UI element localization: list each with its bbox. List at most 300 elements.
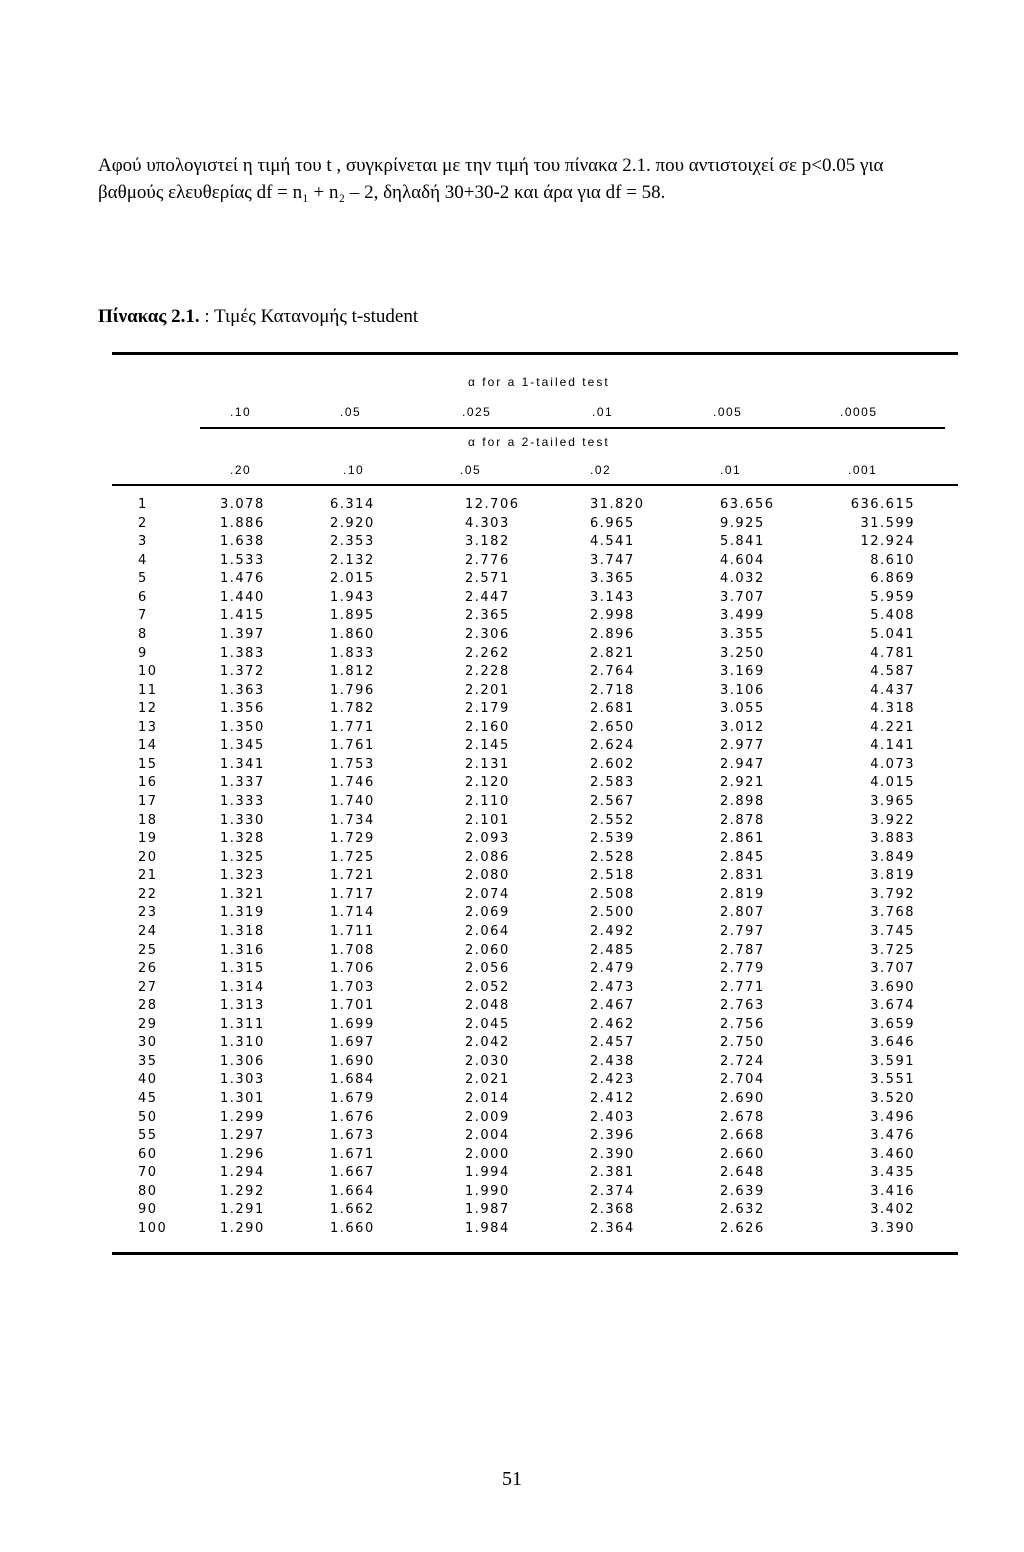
value-cell: 31.599 <box>860 515 915 531</box>
df-cell: 17 <box>138 794 158 809</box>
value-cell: 1.746 <box>330 775 375 791</box>
value-cell: 3.659 <box>870 1016 915 1032</box>
value-cell: 3.182 <box>465 534 510 550</box>
table-row <box>100 627 960 646</box>
table-row <box>100 813 960 832</box>
level-cell: .0005 <box>840 405 878 419</box>
value-cell: 2.056 <box>465 961 510 977</box>
value-cell: 2.776 <box>465 552 510 568</box>
value-cell: 3.499 <box>720 608 765 624</box>
value-cell: 12.924 <box>860 534 915 550</box>
level-cell: .01 <box>592 405 614 419</box>
value-cell: 2.977 <box>720 738 765 754</box>
table-row <box>100 757 960 776</box>
value-cell: 3.646 <box>870 1035 915 1051</box>
df-cell: 29 <box>138 1016 158 1032</box>
df-cell: 70 <box>138 1165 158 1181</box>
value-cell: 1.321 <box>220 886 265 902</box>
value-cell: 4.032 <box>720 571 765 587</box>
value-cell: 12.706 <box>465 497 520 512</box>
table-row <box>100 1202 960 1221</box>
df-cell: 4 <box>138 552 148 568</box>
df-cell: 3 <box>138 534 148 550</box>
value-cell: 2.681 <box>590 701 635 717</box>
level-cell: .01 <box>720 463 742 477</box>
value-cell: 2.160 <box>465 719 510 735</box>
df-cell: 27 <box>138 979 158 995</box>
value-cell: 2.228 <box>465 664 510 680</box>
value-cell: 3.169 <box>720 664 765 680</box>
table-row <box>100 1072 960 1091</box>
value-cell: 1.684 <box>330 1072 375 1088</box>
value-cell: 1.699 <box>330 1016 375 1032</box>
df-cell: 35 <box>138 1053 158 1069</box>
table-row <box>100 571 960 590</box>
value-cell: 1.306 <box>220 1053 265 1069</box>
value-cell: 2.626 <box>720 1220 765 1236</box>
value-cell: 2.473 <box>590 979 635 995</box>
value-cell: 3.849 <box>870 849 915 865</box>
value-cell: 6.965 <box>590 515 635 531</box>
value-cell: 1.415 <box>220 608 265 624</box>
value-cell: 3.460 <box>870 1146 915 1162</box>
value-cell: 1.383 <box>220 645 265 661</box>
value-cell: 2.131 <box>465 756 510 772</box>
value-cell: 2.462 <box>590 1016 635 1032</box>
table-row <box>100 683 960 702</box>
two-tailed-header: α for a 2-tailed test <box>468 435 610 449</box>
value-cell: 3.690 <box>870 979 915 995</box>
df-cell: 19 <box>138 831 158 847</box>
value-cell: 2.021 <box>465 1072 510 1088</box>
value-cell: 1.303 <box>220 1072 265 1088</box>
mid-rule <box>200 427 945 429</box>
value-cell: 2.479 <box>590 961 635 977</box>
value-cell: 2.485 <box>590 942 635 958</box>
value-cell: 2.518 <box>590 868 635 884</box>
value-cell: 2.756 <box>720 1016 765 1032</box>
value-cell: 2.093 <box>465 831 510 847</box>
value-cell: 2.048 <box>465 998 510 1014</box>
value-cell: 2.374 <box>590 1183 635 1199</box>
value-cell: 1.895 <box>330 608 375 624</box>
value-cell: 2.648 <box>720 1165 765 1181</box>
value-cell: 2.447 <box>465 589 510 605</box>
value-cell: 2.467 <box>590 998 635 1014</box>
table-row <box>100 998 960 1017</box>
value-cell: 1.711 <box>330 923 375 939</box>
level-cell: .20 <box>230 463 252 477</box>
value-cell: 2.718 <box>590 682 635 698</box>
df-cell: 7 <box>138 608 148 624</box>
value-cell: 1.860 <box>330 626 375 642</box>
value-cell: 3.768 <box>870 905 915 921</box>
value-cell: 1.333 <box>220 794 265 809</box>
value-cell: 3.355 <box>720 626 765 642</box>
level-cell: .001 <box>848 463 878 477</box>
value-cell: 2.086 <box>465 849 510 865</box>
bottom-rule <box>112 1252 958 1255</box>
value-cell: 2.861 <box>720 831 765 847</box>
table-row <box>100 775 960 794</box>
value-cell: 4.015 <box>870 775 915 791</box>
value-cell: 4.141 <box>870 738 915 754</box>
df-cell: 28 <box>138 998 158 1014</box>
value-cell: 1.363 <box>220 682 265 698</box>
value-cell: 6.869 <box>870 571 915 587</box>
value-cell: 2.080 <box>465 868 510 884</box>
table-row <box>100 534 960 553</box>
level-cell: .005 <box>713 405 743 419</box>
value-cell: 1.301 <box>220 1091 265 1106</box>
df-cell: 100 <box>138 1220 168 1236</box>
table-row <box>100 1184 960 1203</box>
value-cell: 2.390 <box>590 1146 635 1162</box>
table-row <box>100 1017 960 1036</box>
value-cell: 3.965 <box>870 794 915 809</box>
value-cell: 1.701 <box>330 998 375 1014</box>
value-cell: 2.896 <box>590 626 635 642</box>
value-cell: 3.055 <box>720 701 765 717</box>
table-row <box>100 905 960 924</box>
df-cell: 10 <box>138 664 158 680</box>
value-cell: 1.725 <box>330 849 375 865</box>
value-cell: 3.707 <box>870 961 915 977</box>
value-cell: 1.314 <box>220 979 265 995</box>
value-cell: 2.145 <box>465 738 510 754</box>
table-row <box>100 868 960 887</box>
value-cell: 2.500 <box>590 905 635 921</box>
df-cell: 1 <box>138 497 148 512</box>
value-cell: 2.539 <box>590 831 635 847</box>
df-cell: 13 <box>138 719 158 735</box>
df-cell: 9 <box>138 645 148 661</box>
value-cell: 2.779 <box>720 961 765 977</box>
value-cell: 3.674 <box>870 998 915 1014</box>
value-cell: 3.496 <box>870 1109 915 1125</box>
table-row <box>100 831 960 850</box>
value-cell: 3.922 <box>870 812 915 828</box>
value-cell: 2.668 <box>720 1128 765 1144</box>
value-cell: 3.106 <box>720 682 765 698</box>
table-row <box>100 590 960 609</box>
value-cell: 1.315 <box>220 961 265 977</box>
one-tailed-header: α for a 1-tailed test <box>468 375 610 389</box>
value-cell: 2.602 <box>590 756 635 772</box>
value-cell: 1.397 <box>220 626 265 642</box>
value-cell: 8.610 <box>870 552 915 568</box>
df-cell: 6 <box>138 589 148 605</box>
table-row <box>100 1128 960 1147</box>
value-cell: 2.583 <box>590 775 635 791</box>
df-cell: 8 <box>138 626 148 642</box>
value-cell: 2.069 <box>465 905 510 921</box>
df-cell: 18 <box>138 812 158 828</box>
value-cell: 1.299 <box>220 1109 265 1125</box>
table-row <box>100 980 960 999</box>
table-row <box>100 1054 960 1073</box>
value-cell: 2.120 <box>465 775 510 791</box>
level-cell: .10 <box>230 405 252 419</box>
value-cell: 4.221 <box>870 719 915 735</box>
value-cell: 2.000 <box>465 1146 510 1162</box>
table-row <box>100 1165 960 1184</box>
table-row <box>100 887 960 906</box>
df-cell: 20 <box>138 849 158 865</box>
value-cell: 2.060 <box>465 942 510 958</box>
value-cell: 1.294 <box>220 1165 265 1181</box>
value-cell: 1.316 <box>220 942 265 958</box>
level-cell: .02 <box>590 463 612 477</box>
value-cell: 2.797 <box>720 923 765 939</box>
df-cell: 11 <box>138 682 158 698</box>
value-cell: 2.403 <box>590 1109 635 1125</box>
value-cell: 1.708 <box>330 942 375 958</box>
value-cell: 3.435 <box>870 1165 915 1181</box>
value-cell: 1.771 <box>330 719 375 735</box>
value-cell: 9.925 <box>720 515 765 531</box>
df-cell: 25 <box>138 942 158 958</box>
level-cell: .05 <box>340 405 362 419</box>
value-cell: 1.476 <box>220 571 265 587</box>
df-cell: 21 <box>138 868 158 884</box>
value-cell: 5.959 <box>870 589 915 605</box>
value-cell: 3.747 <box>590 552 635 568</box>
table-row <box>100 553 960 572</box>
value-cell: 1.350 <box>220 719 265 735</box>
value-cell: 2.771 <box>720 979 765 995</box>
df-cell: 5 <box>138 571 148 587</box>
df-cell: 80 <box>138 1183 158 1199</box>
value-cell: 1.356 <box>220 701 265 717</box>
value-cell: 2.552 <box>590 812 635 828</box>
value-cell: 2.704 <box>720 1072 765 1088</box>
value-cell: 2.014 <box>465 1091 510 1106</box>
value-cell: 1.734 <box>330 812 375 828</box>
df-cell: 90 <box>138 1202 158 1218</box>
value-cell: 3.012 <box>720 719 765 735</box>
value-cell: 5.041 <box>870 626 915 642</box>
value-cell: 3.078 <box>220 497 265 512</box>
value-cell: 2.807 <box>720 905 765 921</box>
page-number: 51 <box>502 1468 522 1490</box>
value-cell: 3.365 <box>590 571 635 587</box>
value-cell: 4.303 <box>465 515 510 531</box>
value-cell: 2.132 <box>330 552 375 568</box>
value-cell: 1.372 <box>220 664 265 680</box>
value-cell: 1.325 <box>220 849 265 865</box>
value-cell: 2.438 <box>590 1053 635 1069</box>
table-row <box>100 1035 960 1054</box>
df-cell: 45 <box>138 1091 158 1106</box>
value-cell: 1.310 <box>220 1035 265 1051</box>
value-cell: 4.541 <box>590 534 635 550</box>
df-cell: 24 <box>138 923 158 939</box>
table-row <box>100 608 960 627</box>
table-row <box>100 1091 960 1110</box>
value-cell: 2.412 <box>590 1091 635 1106</box>
value-cell: 4.437 <box>870 682 915 698</box>
value-cell: 1.984 <box>465 1220 510 1236</box>
value-cell: 1.345 <box>220 738 265 754</box>
df-cell: 26 <box>138 961 158 977</box>
value-cell: 1.987 <box>465 1202 510 1218</box>
value-cell: 2.306 <box>465 626 510 642</box>
top-rule <box>112 352 958 355</box>
value-cell: 1.319 <box>220 905 265 921</box>
value-cell: 2.998 <box>590 608 635 624</box>
value-cell: 1.337 <box>220 775 265 791</box>
table-row <box>100 1147 960 1166</box>
df-cell: 50 <box>138 1109 158 1125</box>
value-cell: 2.947 <box>720 756 765 772</box>
value-cell: 1.706 <box>330 961 375 977</box>
value-cell: 1.690 <box>330 1053 375 1069</box>
table-caption <box>98 306 418 328</box>
value-cell: 2.508 <box>590 886 635 902</box>
value-cell: 1.533 <box>220 552 265 568</box>
value-cell: 2.571 <box>465 571 510 587</box>
value-cell: 1.638 <box>220 534 265 550</box>
table-row <box>100 664 960 683</box>
value-cell: 2.690 <box>720 1091 765 1106</box>
value-cell: 2.821 <box>590 645 635 661</box>
table-row <box>100 943 960 962</box>
value-cell: 1.341 <box>220 756 265 772</box>
table-row <box>100 1221 960 1240</box>
value-cell: 1.671 <box>330 1146 375 1162</box>
df-cell: 60 <box>138 1146 158 1162</box>
df-cell: 15 <box>138 756 158 772</box>
value-cell: 1.714 <box>330 905 375 921</box>
value-cell: 3.551 <box>870 1072 915 1088</box>
value-cell: 1.761 <box>330 738 375 754</box>
value-cell: 6.314 <box>330 497 375 512</box>
value-cell: 5.408 <box>870 608 915 624</box>
table-row <box>100 497 960 516</box>
table-row <box>100 850 960 869</box>
caption-text: : Τιμές Κατανομής t-student <box>199 306 419 327</box>
value-cell: 3.883 <box>870 831 915 847</box>
value-cell: 1.796 <box>330 682 375 698</box>
df-cell: 30 <box>138 1035 158 1051</box>
value-cell: 2.763 <box>720 998 765 1014</box>
df-cell: 23 <box>138 905 158 921</box>
value-cell: 1.782 <box>330 701 375 717</box>
level-cell: .05 <box>460 463 482 477</box>
table-row <box>100 794 960 813</box>
value-cell: 1.660 <box>330 1220 375 1236</box>
value-cell: 1.291 <box>220 1202 265 1218</box>
value-cell: 2.920 <box>330 515 375 531</box>
table-row <box>100 961 960 980</box>
value-cell: 3.819 <box>870 868 915 884</box>
value-cell: 1.667 <box>330 1165 375 1181</box>
caption-label: Πίνακας 2.1. <box>98 306 200 327</box>
value-cell: 2.262 <box>465 645 510 661</box>
table-row <box>100 738 960 757</box>
one-tailed-levels <box>210 405 930 425</box>
value-cell: 1.729 <box>330 831 375 847</box>
value-cell: 2.009 <box>465 1109 510 1125</box>
value-cell: 2.381 <box>590 1165 635 1181</box>
value-cell: 2.724 <box>720 1053 765 1069</box>
value-cell: 2.365 <box>465 608 510 624</box>
table-body <box>100 497 960 1240</box>
value-cell: 1.994 <box>465 1165 510 1181</box>
value-cell: 1.313 <box>220 998 265 1014</box>
value-cell: 1.330 <box>220 812 265 828</box>
value-cell: 1.812 <box>330 664 375 680</box>
value-cell: 1.721 <box>330 868 375 884</box>
value-cell: 636.615 <box>850 497 915 512</box>
value-cell: 2.492 <box>590 923 635 939</box>
value-cell: 2.396 <box>590 1128 635 1144</box>
table-row <box>100 701 960 720</box>
table-row <box>100 516 960 535</box>
value-cell: 4.318 <box>870 701 915 717</box>
value-cell: 2.179 <box>465 701 510 717</box>
value-cell: 2.004 <box>465 1128 510 1144</box>
value-cell: 5.841 <box>720 534 765 550</box>
value-cell: 3.402 <box>870 1202 915 1218</box>
value-cell: 63.656 <box>720 497 775 512</box>
value-cell: 1.943 <box>330 589 375 605</box>
value-cell: 2.678 <box>720 1109 765 1125</box>
value-cell: 3.792 <box>870 886 915 902</box>
value-cell: 1.679 <box>330 1091 375 1106</box>
value-cell: 2.201 <box>465 682 510 698</box>
value-cell: 3.591 <box>870 1053 915 1069</box>
value-cell: 2.660 <box>720 1146 765 1162</box>
df-cell: 12 <box>138 701 158 717</box>
value-cell: 1.676 <box>330 1109 375 1125</box>
value-cell: 1.753 <box>330 756 375 772</box>
value-cell: 3.143 <box>590 589 635 605</box>
value-cell: 1.740 <box>330 794 375 809</box>
value-cell: 1.318 <box>220 923 265 939</box>
value-cell: 3.520 <box>870 1091 915 1106</box>
value-cell: 2.364 <box>590 1220 635 1236</box>
df-cell: 2 <box>138 515 148 531</box>
value-cell: 2.898 <box>720 794 765 809</box>
table-row <box>100 720 960 739</box>
value-cell: 1.292 <box>220 1183 265 1199</box>
value-cell: 3.745 <box>870 923 915 939</box>
value-cell: 2.101 <box>465 812 510 828</box>
table-row <box>100 924 960 943</box>
value-cell: 1.323 <box>220 868 265 884</box>
value-cell: 2.368 <box>590 1202 635 1218</box>
value-cell: 1.886 <box>220 515 265 531</box>
two-tailed-levels <box>210 463 930 483</box>
value-cell: 2.831 <box>720 868 765 884</box>
value-cell: 2.650 <box>590 719 635 735</box>
value-cell: 2.567 <box>590 794 635 809</box>
value-cell: 2.845 <box>720 849 765 865</box>
table-row <box>100 646 960 665</box>
value-cell: 2.750 <box>720 1035 765 1051</box>
value-cell: 1.290 <box>220 1220 265 1236</box>
value-cell: 31.820 <box>590 497 645 512</box>
df-cell: 22 <box>138 886 158 902</box>
value-cell: 4.604 <box>720 552 765 568</box>
value-cell: 1.664 <box>330 1183 375 1199</box>
value-cell: 2.030 <box>465 1053 510 1069</box>
value-cell: 3.390 <box>870 1220 915 1236</box>
value-cell: 1.717 <box>330 886 375 902</box>
value-cell: 3.250 <box>720 645 765 661</box>
